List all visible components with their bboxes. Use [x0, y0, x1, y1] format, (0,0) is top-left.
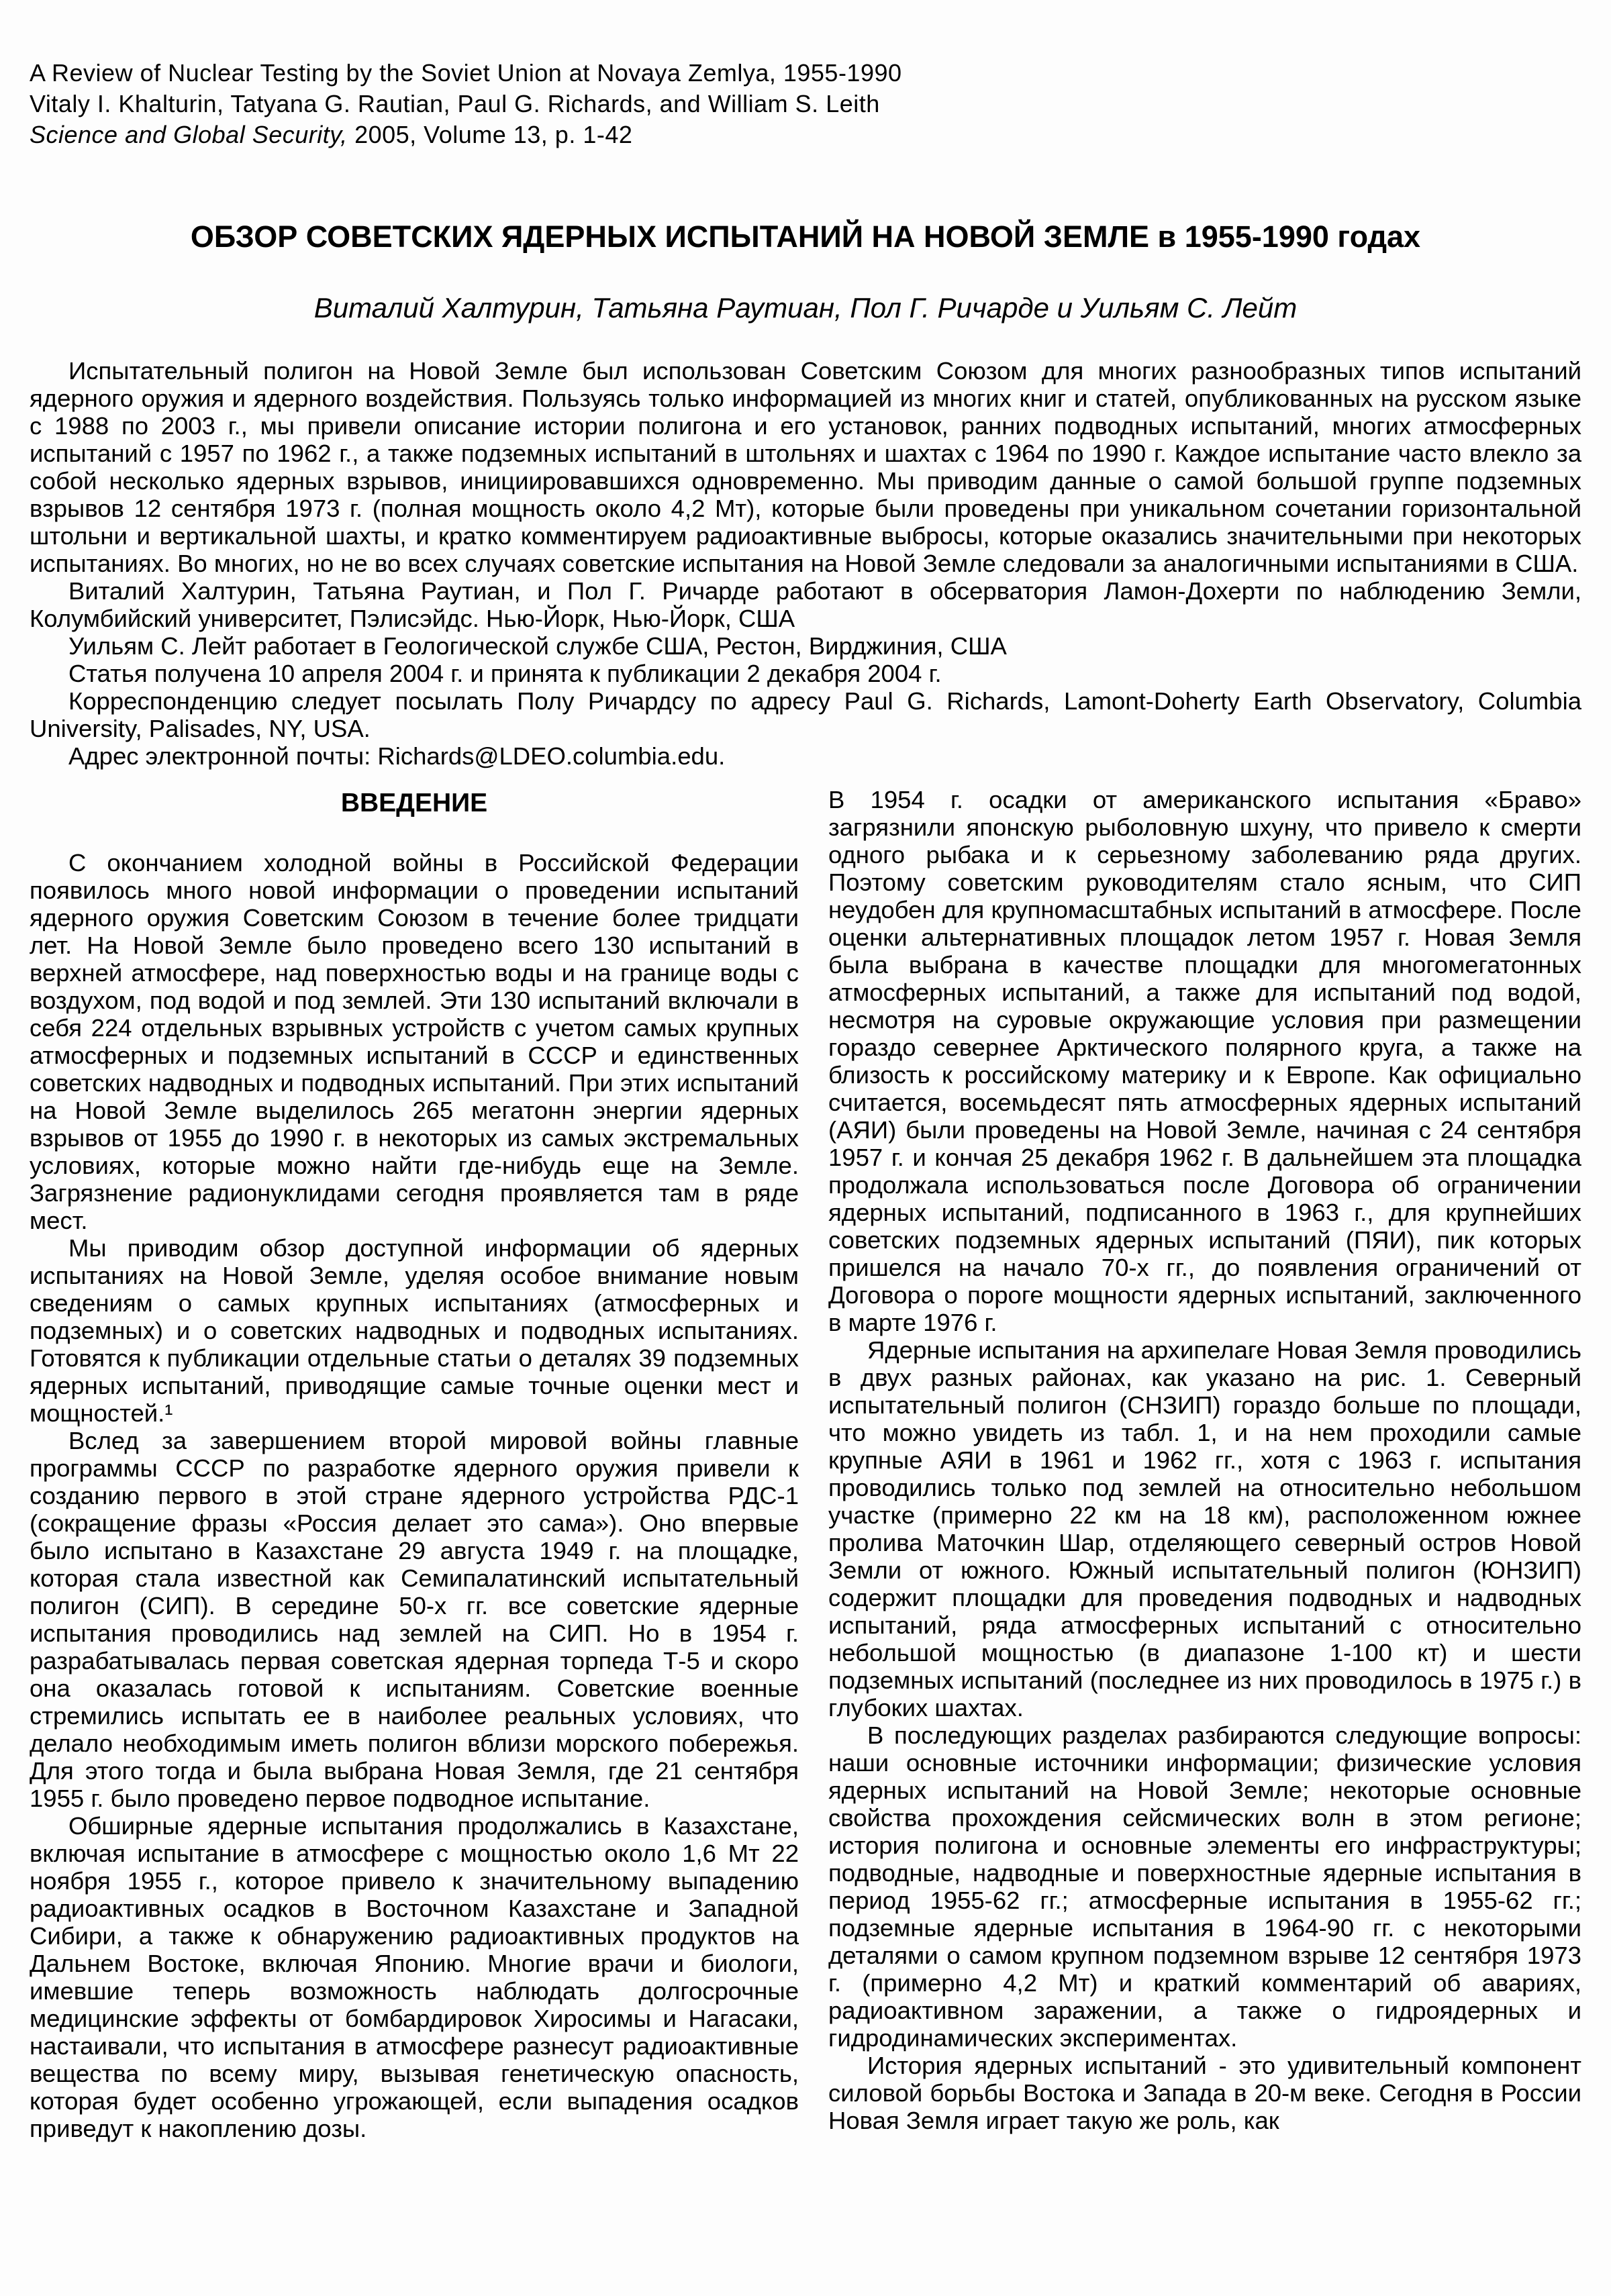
body-paragraph: Вслед за завершением второй мировой войны главные программы СССР по разработке ядерного оружия привели к созданию первого в этой стране ядерного устройства РДС-1 (сокращение фразы «Россия делает это сама»). Оно впервые было испытано в Казахстане 29 августа 1949 г. на площадке, которая стала известной как Семипалатинский испытательный полигон (СИП). В середине 50-х гг. все советские ядерные испытания проводились над землей на СИП. Но в 1954 г. разрабатывалась первая советская ядерная торпеда Т-5 и скоро она оказалась готовой к испытаниям. Советские военные стремились испытать ее в наиболее реальных условиях, что делало необходимым иметь полигон вблизи морского побережья. Для этого тогда и была выбрана Новая Земля, где 21 сентября 1955 г. было проведено первое подводное испытание.	[30, 1427, 799, 1812]
bio-paragraph: Уильям С. Лейт работает в Геологической службе США, Рестон, Вирджиния, США	[68, 632, 1007, 660]
authors-line: Виталий Халтурин, Татьяна Раутиан, Пол Г. Ричарде и Уильям С. Лейт	[313, 292, 1298, 323]
correspondence-paragraph: Корреспонденцию следует посылать Полу Ричардсу по адресу Paul G. Richards, Lamont-Doherty Earth Observatory, Columbia University, Palisades, NY, USA.	[30, 687, 1581, 742]
bio-paragraph: Виталий Халтурин, Татьяна Раутиан, и Пол Г. Ричарде работают в обсерватория Ламон-Дохерти по наблюдению Земли, Колумбийский университет, Пэлисэйдс. Нью-Йорк, Нью-Йорк, США	[30, 577, 1581, 632]
front-matter	[30, 357, 1581, 770]
section-heading-introduction: ВВЕДЕНИЕ	[340, 789, 488, 817]
abstract-paragraph: Испытательный полигон на Новой Земле был использован Советским Союзом для многих разнообразных типов испытаний ядерного оружия и ядерного воздействия. Пользуясь только информацией из многих книг и статей, опубликованных на русском языке с 1988 по 2003 г., мы привели описание истории полигона и его установок, ранних подводных испытаний, многих атмосферных испытаний с 1957 по 1962 г., а также подземных испытаний в штольнях и шахтах с 1964 по 1990 г. Каждое испытание часто влекло за собой несколько ядерных взрывов, инициировавшихся одновременно. Мы приводим данные о самой большой группе подземных взрывов 12 сентября 1973 г. (полная мощность около 4,2 Мт), которые были проведены при уникальном сочетании горизонтальной штольни и вертикальной шахты, и кратко комментируем радиоактивные выбросы, которые оказались значительными при некоторых испытаниях. Во многих, но не во всех случаях советские испытания на Новой Земле следовали за аналогичными испытаниями в США.	[30, 357, 1581, 577]
english-title-line: A Review of Nuclear Testing by the Soviet Union at Novaya Zemlya, 1955-1990	[30, 59, 902, 87]
body-paragraph: Мы приводим обзор доступной информации об ядерных испытаниях на Новой Земле, уделяя особое внимание новым сведениям о самых крупных испытаниях (атмосферных и подземных) и о советских надводных и подводных испытаниях. Готовятся к публикации отдельные статьи о деталях 39 подземных ядерных испытаний, приводящие самые точные оценки мест и мощностей.¹	[30, 1234, 799, 1427]
two-column-body	[30, 786, 1581, 2142]
english-authors-line: Vitaly I. Khalturin, Tatyana G. Rautian, Paul G. Richards, and William S. Leith	[30, 90, 880, 117]
journal-citation-line	[30, 119, 1581, 150]
body-paragraph: Ядерные испытания на архипелаге Новая Земля проводились в двух разных районах, как указано на рис. 1. Северный испытательный полигон (СНЗИП) гораздо больше по площади, что можно увидеть из табл. 1, и на нем проходили самые крупные АЯИ в 1961 и 1962 гг., хотя с 1963 г. испытания проводились только под землей на относительно небольшом участке (примерно 22 км на 18 км), расположенном южнее пролива Маточкин Шар, отделяющего северный остров Новой Земли от южного. Южный испытательный полигон (ЮНЗИП) содержит площадки для проведения подводных и надводных испытаний, ряда атмосферных испытаний с относительно небольшой мощностью (в диапазоне 1-100 кт) и шести подземных испытаний (последнее из них проводилось в 1975 г.) в глубоких шахтах.	[828, 1336, 1581, 1721]
left-column	[30, 786, 799, 2142]
journal-volume-info: 2005, Volume 13, p. 1-42	[347, 121, 633, 148]
page-title: ОБЗОР СОВЕТСКИХ ЯДЕРНЫХ ИСПЫТАНИЙ НА НОВОЙ ЗЕМЛЕ в 1955-1990 годах	[190, 219, 1421, 254]
email-paragraph: Адрес электронной почты: Richards@LDEO.columbia.edu.	[68, 742, 726, 770]
right-column	[828, 786, 1581, 2142]
body-paragraph: Обширные ядерные испытания продолжались в Казахстане, включая испытание в атмосфере с мощностью около 1,6 Мт 22 ноября 1955 г., которое привело к значительному выпадению радиоактивных осадков в Восточном Казахстане и Западной Сибири, а также к обнаружению радиоактивных продуктов на Дальнем Востоке, включая Японию. Многие врачи и биологи, имевшие теперь возможность наблюдать долгосрочные медицинские эффекты от бомбардировок Хиросимы и Нагасаки, настаивали, что испытания в атмосфере разнесут радиоактивные вещества по всему миру, вызывая генетическую опасность, которая будет особенно угрожающей, если выпадения осадков приведут к накоплению дозы.	[30, 1812, 799, 2142]
english-header	[30, 58, 1581, 150]
body-paragraph: В последующих разделах разбираются следующие вопросы: наши основные источники информации; физические условия ядерных испытаний на Новой Земле; некоторые основные свойства прохождения сейсмических волн в этом регионе; история полигона и основные элементы его инфраструктуры; подводные, надводные и поверхностные ядерные испытания в период 1955-62 гг.; атмосферные испытания в 1955-62 гг.; подземные ядерные испытания в 1964-90 гг. с некоторыми деталями о самом крупном подземном взрыве 12 сентября 1973 г. (примерно 4,2 Мт) и краткий комментарий об авариях, радиоактивном заражении, а также о гидроядерных и гидродинамических экспериментах.	[828, 1721, 1581, 2052]
received-dates-paragraph: Статья получена 10 апреля 2004 г. и принята к публикации 2 декабря 2004 г.	[68, 660, 942, 687]
journal-name: Science and Global Security,	[30, 121, 348, 148]
body-paragraph-continuation: В 1954 г. осадки от американского испытания «Браво» загрязнили японскую рыболовную шхуну, что привело к смерти одного рыбака и к серьезному заболеванию ряда других. Поэтому советским руководителям стало ясным, что СИП неудобен для крупномасштабных испытаний в атмосфере. После оценки альтернативных площадок летом 1957 г. Новая Земля была выбрана в качестве площадки для многомегатонных атмосферных испытаний, а также для испытаний под водой, несмотря на суровые окружающие условия при размещении гораздо севернее Арктического полярного круга, а также на близость к российскому материку и к Европе. Как официально считается, восемьдесят пять атмосферных ядерных испытаний (АЯИ) были проведены на Новой Земле, начиная с 24 сентября 1957 г. и кончая 25 декабря 1962 г. В дальнейшем эта площадка продолжала использоваться после Договора об ограничении ядерных испытаний, подписанного в 1963 г., для крупнейших советских подземных ядерных испытаний (ПЯИ), пик которых пришелся на начало 70-х гг., до появления ограничений от Договора о пороге мощности ядерных испытаний, заключенного в марте 1976 г.	[828, 786, 1581, 1336]
body-paragraph: С окончанием холодной войны в Российской Федерации появилось много новой информации о проведении испытаний ядерного оружия Советским Союзом в течение более тридцати лет. На Новой Земле было проведено всего 130 испытаний в верхней атмосфере, над поверхностью воды и на границе воды с воздухом, под водой и под землей. Эти 130 испытаний включали в себя 224 отдельных взрывных устройств с учетом самых крупных атмосферных и подземных испытаний в СССР и единственных советских надводных и подводных испытаний. При этих испытаний на Новой Земле выделилось 265 мегатонн энергии ядерных взрывов от 1955 до 1990 г. в некоторых из самых экстремальных условиях, которые можно найти где-нибудь еще на Земле. Загрязнение радионуклидами сегодня проявляется там в ряде мест.	[30, 849, 799, 1234]
body-paragraph: История ядерных испытаний - это удивительный компонент силовой борьбы Востока и Запада в 20-м веке. Сегодня в России Новая Земля играет такую же роль, как	[828, 2052, 1581, 2134]
